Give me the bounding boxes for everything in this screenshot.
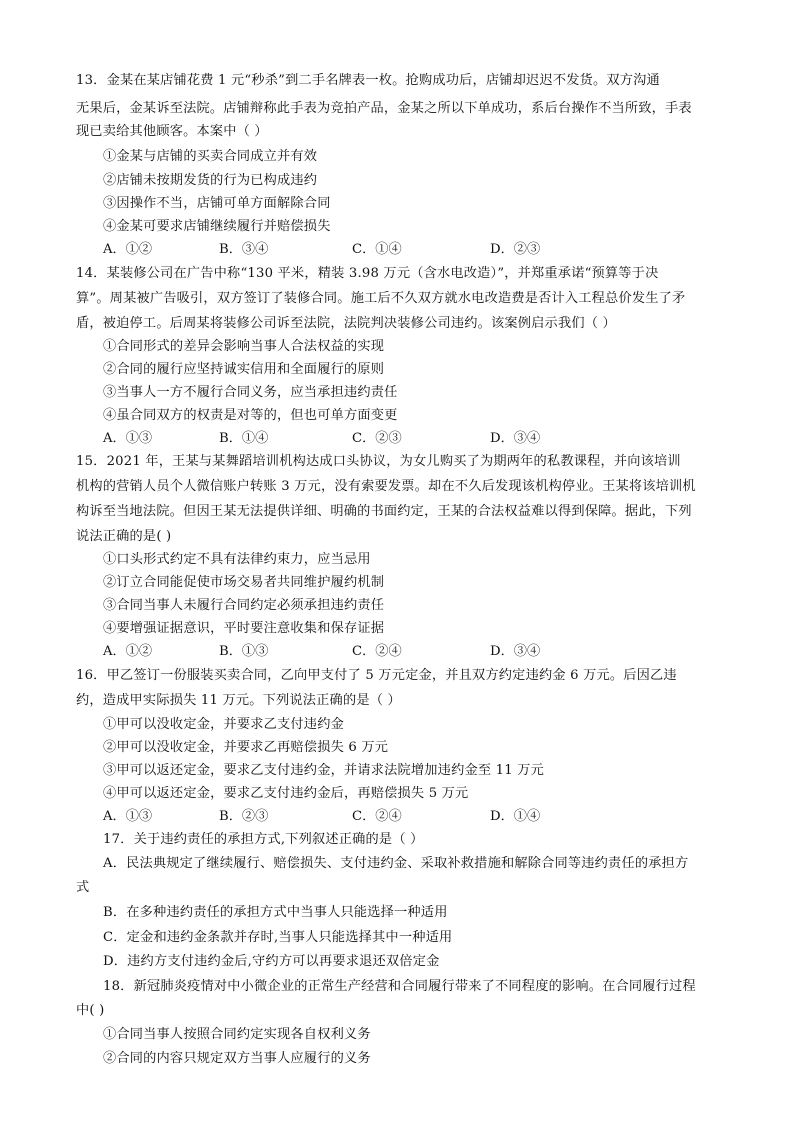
q15-choice-c: C．②④	[352, 644, 402, 659]
q13-option-4: ④金某可要求店铺继续履行并赔偿损失	[103, 219, 331, 234]
q13-choice-a: A．①②	[103, 242, 153, 257]
q14-stem-line-1: 14．某装修公司在广告中称“130 平米，精装 3.98 万元（含水电改造）”，并郑重承诺“预算等于决	[76, 266, 659, 281]
q16-option-4: ④甲可以返还定金，要求乙支付违约金后，再赔偿损失 5 万元	[103, 786, 469, 801]
q14-option-4: ④虽合同双方的权责是对等的，但也可单方面变更	[103, 408, 398, 423]
q14-stem-line-3: 盾，被迫停工。后周某将装修公司诉至法院，法院判决装修公司违约。该案例启示我们（ ）	[76, 316, 616, 331]
q17-option-b: B．在多种违约责任的承担方式中当事人只能选择一种适用	[103, 905, 448, 920]
q16-option-3: ③甲可以返还定金，要求乙支付违约金，并请求法院增加违约金至 11 万元	[103, 763, 544, 778]
q16-stem-line-1: 16．甲乙签订一份服装买卖合同，乙向甲支付了 5 万元定金，并且双方约定违约金 6 万元。后因乙违	[76, 668, 677, 683]
q16-stem-line-2: 约，造成甲实际损失 11 万元。下列说法正确的是（ ）	[76, 693, 401, 708]
q16-choice-a: A．①③	[103, 809, 153, 824]
q15-stem-line-2: 机构的营销人员个人微信账户转账 3 万元，没有索要发票。却在不久后发现该机构停业。王某将该培训机	[76, 479, 696, 494]
q14-option-1: ①合同形式的差异会影响当事人合法权益的实现	[103, 339, 385, 354]
q15-stem-line-4: 说法正确的是( )	[76, 529, 172, 544]
q15-choice-a: A．①②	[103, 644, 153, 659]
q16-choice-b: B．②③	[219, 809, 269, 824]
q13-option-2: ②店铺未按期发货的行为已构成违约	[103, 173, 318, 188]
q14-choice-a: A．①③	[103, 431, 153, 446]
q13-stem-line-3: 现已卖给其他顾客。本案中（ ）	[76, 124, 268, 139]
q13-option-1: ①金某与店铺的买卖合同成立并有效	[103, 149, 318, 164]
q15-stem-line-1: 15．2021 年，王某与某舞蹈培训机构达成口头协议，为女儿购买了为期两年的私教课程，并向该培训	[76, 454, 681, 469]
q13-choice-c: C．①④	[352, 242, 402, 257]
q15-choice-b: B．①③	[219, 644, 269, 659]
q16-choice-d: D．①④	[490, 809, 541, 824]
q15-choice-d: D．③④	[490, 644, 541, 659]
q14-option-3: ③当事人一方不履行合同义务，应当承担违约责任	[103, 385, 398, 400]
q17-option-d: D．违约方支付违约金后,守约方可以再要求退还双倍定金	[103, 954, 440, 969]
q13-option-3: ③因操作不当，店铺可单方面解除合同	[103, 196, 331, 211]
q17-option-a-line-2: 式	[76, 880, 90, 895]
q14-choice-d: D．③④	[490, 431, 541, 446]
q18-option-2: ②合同的内容只规定双方当事人应履行的义务	[103, 1051, 371, 1066]
q18-option-1: ①合同当事人按照合同约定实现各自权利义务	[103, 1027, 371, 1042]
q18-stem-line-1: 18．新冠肺炎疫情对中小微企业的正常生产经营和合同履行带来了不同程度的影响。在合同履行过程	[103, 979, 696, 994]
q18-stem-line-2: 中( )	[76, 1003, 105, 1018]
q13-stem-line-1: 13．金某在某店铺花费 1 元“秒杀”到二手名牌表一枚。抢购成功后，店铺却迟迟不发货。双方沟通	[76, 73, 660, 88]
q16-choice-c: C．②④	[352, 809, 402, 824]
q17-option-c: C．定金和违约金条款并存时,当事人只能选择其中一种适用	[103, 930, 453, 945]
q15-stem-line-3: 构诉至当地法院。但因王某无法提供详细、明确的书面约定，王某的合法权益难以得到保障。据此，下列	[76, 504, 692, 519]
q17-stem-line-1: 17．关于违约责任的承担方式,下列叙述正确的是（ ）	[103, 832, 424, 847]
q15-option-3: ③合同当事人未履行合同约定必须承担违约责任	[103, 598, 385, 613]
q17-option-a-line-1: A．民法典规定了继续履行、赔偿损失、支付违约金、采取补救措施和解除合同等违约责任的承担方	[103, 856, 689, 871]
q14-choice-b: B．①④	[219, 431, 269, 446]
q13-stem-line-2: 无果后，金某诉至法院。店铺辩称此手表为竞拍产品，金某之所以下单成功，系后台操作不当所致，手表	[76, 101, 692, 116]
q15-option-2: ②订立合同能促使市场交易者共同维护履约机制	[103, 575, 385, 590]
q14-choice-c: C．②③	[352, 431, 402, 446]
q14-stem-line-2: 算”。周某被广告吸引，双方签订了装修合同。施工后不久双方就水电改造费是否计入工程总价发生了矛	[76, 291, 686, 306]
q13-choice-d: D．②③	[490, 242, 541, 257]
q15-option-1: ①口头形式约定不具有法律约束力，应当忌用	[103, 552, 371, 567]
q16-option-2: ②甲可以没收定金，并要求乙再赔偿损失 6 万元	[103, 740, 389, 755]
q13-choice-b: B．③④	[219, 242, 269, 257]
q14-option-2: ②合同的履行应坚持诚实信用和全面履行的原则	[103, 362, 385, 377]
q16-option-1: ①甲可以没收定金，并要求乙支付违约金	[103, 717, 344, 732]
q15-option-4: ④要增强证据意识，平时要注意收集和保存证据	[103, 621, 385, 636]
